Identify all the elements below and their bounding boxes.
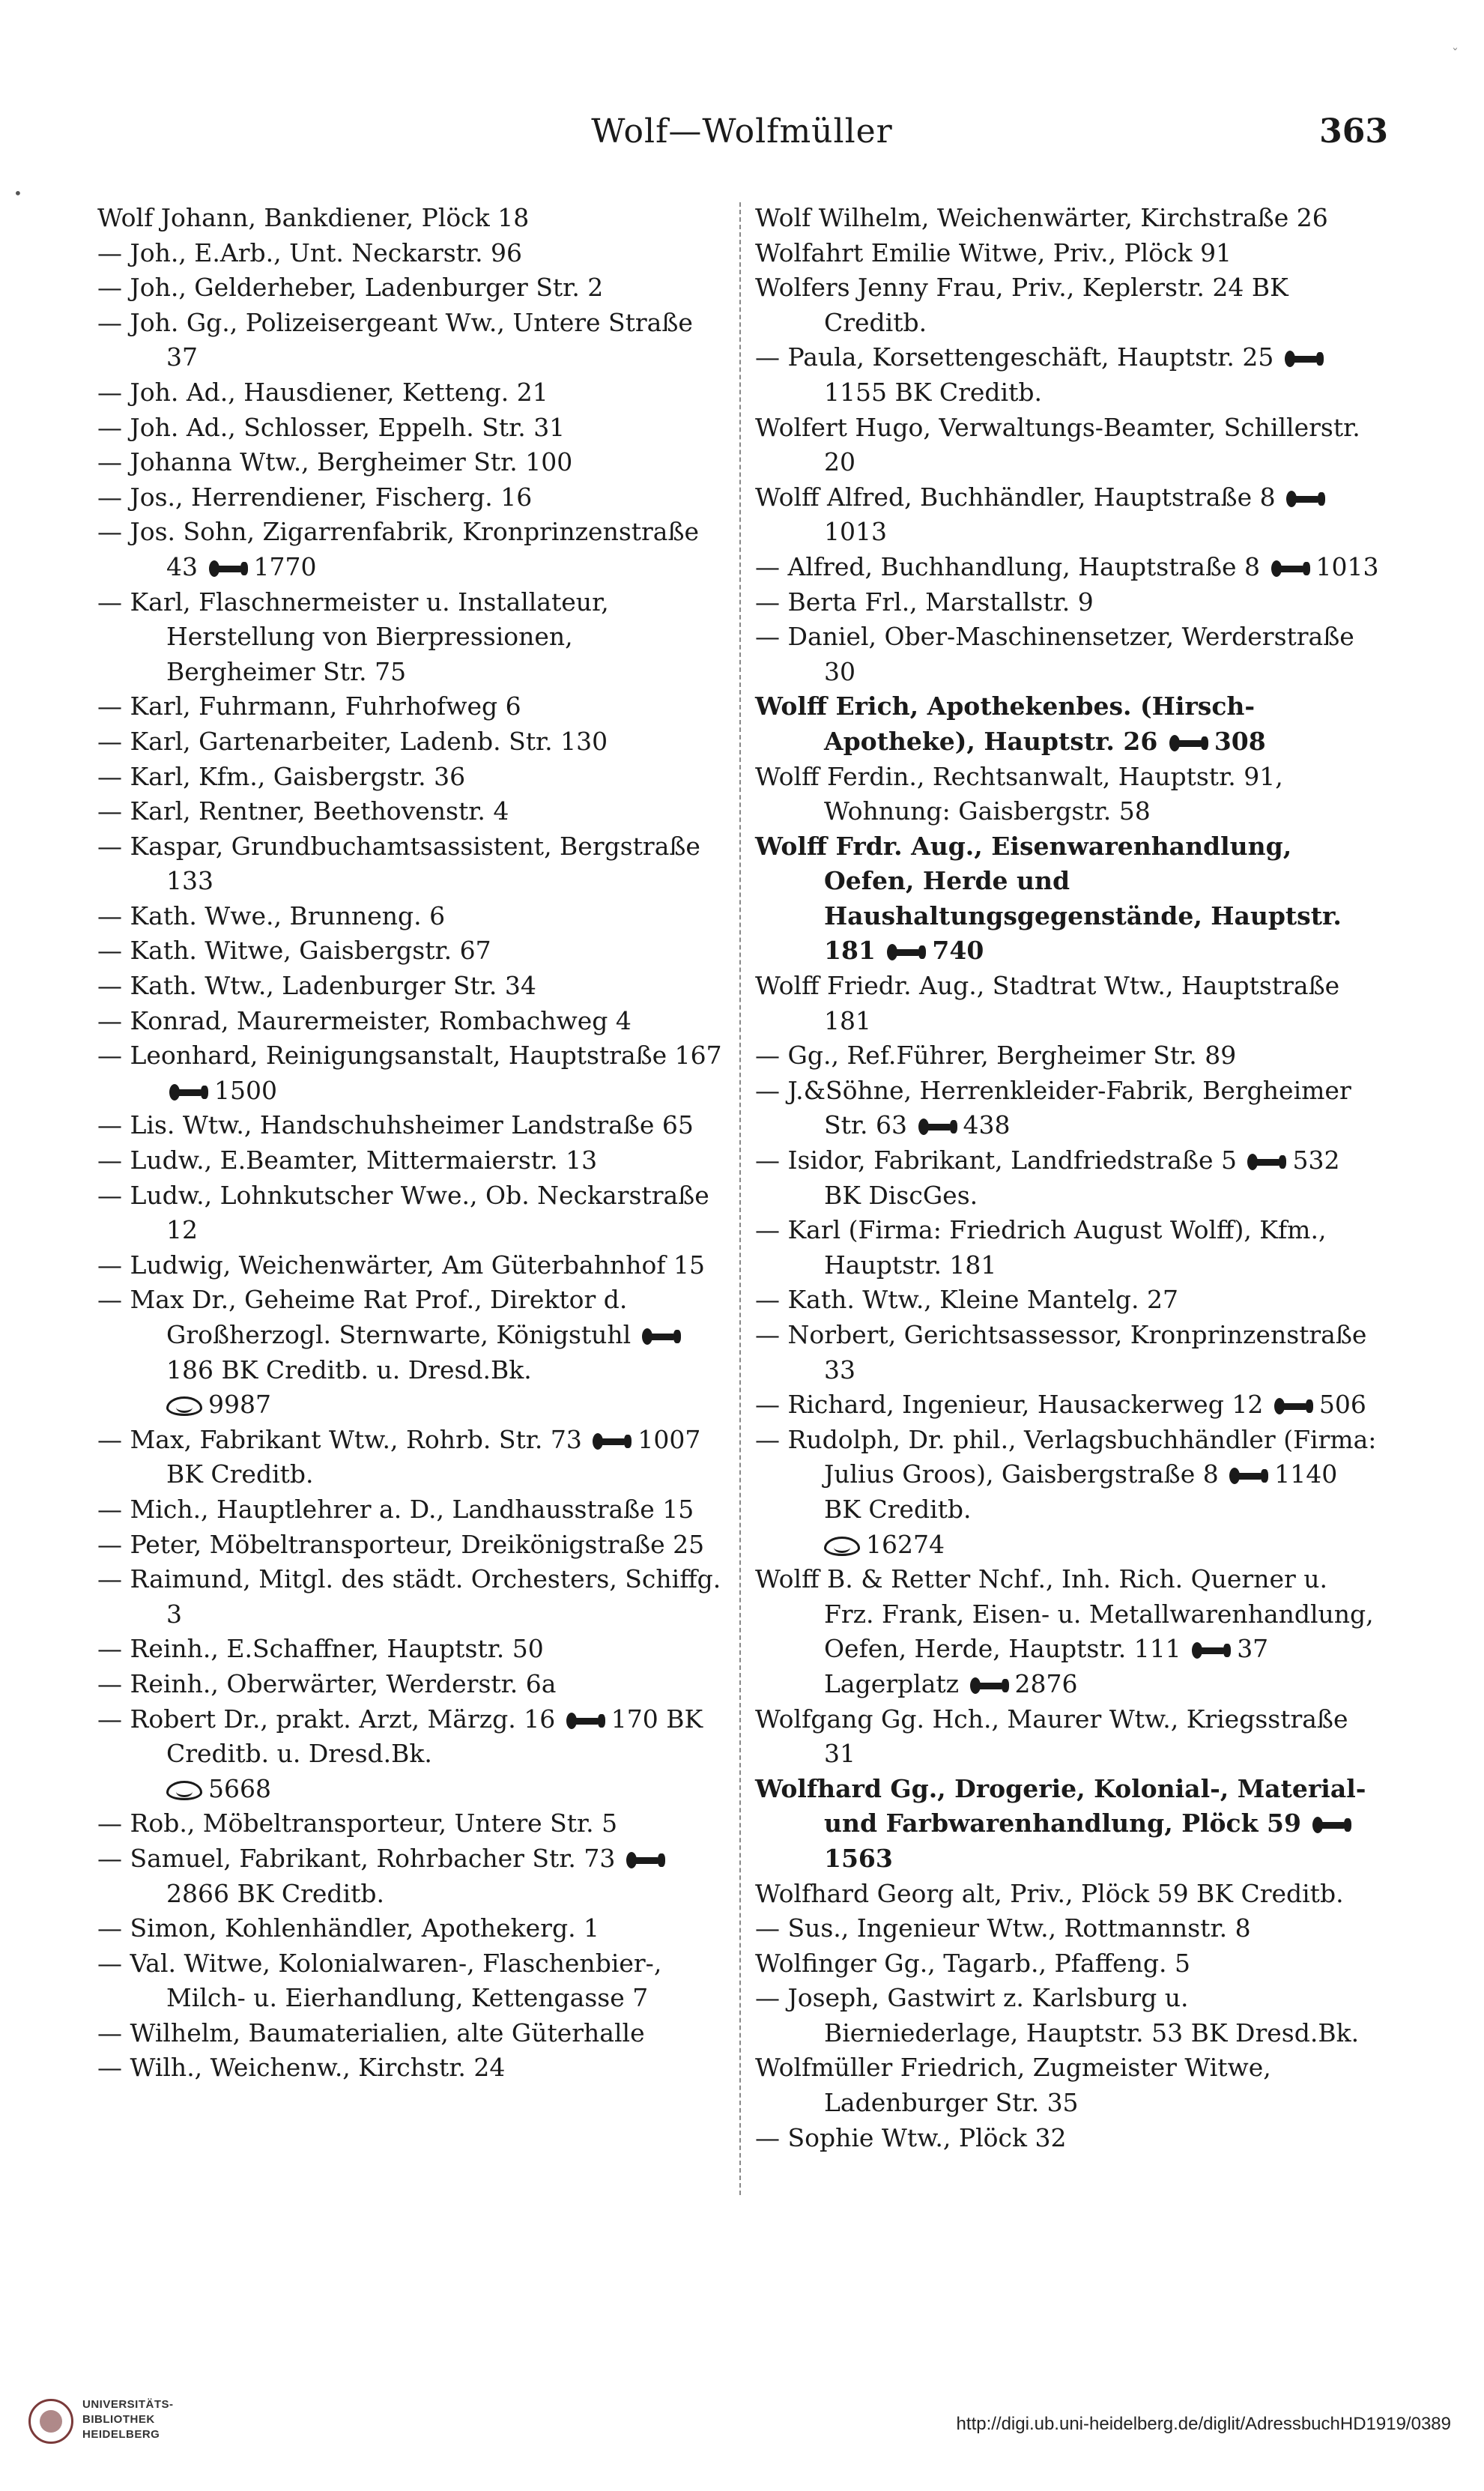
phone-number: 1563 <box>824 1843 893 1873</box>
entry-text: — Richard, Ingenieur, Hausackerweg 12 <box>755 1390 1264 1420</box>
library-logo-text <box>82 2397 232 2442</box>
entry-text: — Isidor, Fabrikant, Landfriedstraße 5 <box>755 1145 1237 1175</box>
directory-entry <box>755 1911 1381 1946</box>
entry-text: Wolfahrt Emilie Witwe, Priv., Plöck 91 <box>755 237 1232 267</box>
entry-text: — Simon, Kohlenhändler, Apothekerg. 1 <box>97 1913 600 1943</box>
directory-entry <box>755 550 1381 585</box>
directory-entry <box>755 411 1381 480</box>
directory-entry <box>97 236 725 271</box>
telephone-receiver-icon <box>970 1677 1009 1694</box>
entry-text: — Joseph, Gastwirt z. Karlsburg u. Bierniederlage, Hauptstr. 53 BK Dresd.Bk. <box>755 1983 1360 2047</box>
phone-number: 170 <box>611 1704 658 1734</box>
directory-entry <box>97 933 725 969</box>
entry-text: Wolfinger Gg., Tagarb., Pfaffeng. 5 <box>755 1948 1190 1978</box>
entry-text: — Joh. Ad., Hausdiener, Ketteng. 21 <box>97 377 548 407</box>
directory-entry <box>97 794 725 829</box>
telegraph-icon <box>824 1537 860 1556</box>
entry-text: — Ludw., E.Beamter, Mittermaierstr. 13 <box>97 1145 598 1175</box>
directory-entry <box>755 1772 1381 1877</box>
entry-suffix: BK Creditb. <box>237 1878 384 1908</box>
telephone-receiver-icon <box>1286 491 1325 507</box>
entry-text: — Kath. Wwe., Brunneng. 6 <box>97 901 446 930</box>
phone-number: 1770 <box>253 551 317 581</box>
directory-entry <box>755 1877 1381 1912</box>
entry-suffix: BK Creditb. <box>894 377 1042 407</box>
entry-text: — Berta Frl., Marstallstr. 9 <box>755 587 1094 617</box>
entry-text: — Joh. Gg., Polizeisergeant Ww., Untere Straße 37 <box>97 307 693 372</box>
telegram-number: 16274 <box>866 1529 945 1559</box>
entry-text: — Johanna Wtw., Bergheimer Str. 100 <box>97 447 573 477</box>
directory-entry <box>97 1806 725 1841</box>
telephone-receiver-icon <box>642 1328 681 1345</box>
telephone-receiver-icon <box>1247 1154 1286 1170</box>
directory-entry <box>97 1528 725 1563</box>
entry-text: Wolfers Jenny Frau, Priv., Keplerstr. 24 BK Creditb. <box>755 273 1288 337</box>
telephone-receiver-icon <box>918 1119 957 1135</box>
phone-number: 2866 <box>166 1878 229 1908</box>
entry-text: — Jos. Sohn, Zigarrenfabrik, Kronprinzenstraße 43 <box>97 517 700 581</box>
left-column <box>97 201 725 2086</box>
entry-text: — Konrad, Maurermeister, Rombachweg 4 <box>97 1005 632 1035</box>
directory-entry <box>97 899 725 934</box>
entry-text: — Norbert, Gerichtsassessor, Kronprinzenstraße 33 <box>755 1320 1367 1384</box>
entry-text: — Wilhelm, Baumaterialien, alte Güterhalle <box>97 2018 645 2047</box>
entry-text: — Kath. Wtw., Ladenburger Str. 34 <box>97 971 536 1001</box>
directory-entry <box>755 2050 1381 2120</box>
directory-entry <box>97 1283 725 1422</box>
directory-entry <box>97 829 725 899</box>
entry-text: — Wilh., Weichenw., Kirchstr. 24 <box>97 2053 506 2083</box>
directory-entry <box>97 1562 725 1632</box>
entry-suffix: BK DiscGes. <box>824 1180 978 1210</box>
entry-text: — Max Dr., Geheime Rat Prof., Direktor d. Großherzogl. Sternwarte, Königstuhl <box>97 1285 632 1349</box>
logo-line: BIBLIOTHEK <box>82 2413 155 2426</box>
entry-text: — Ludwig, Weichenwärter, Am Güterbahnhof 15 <box>97 1250 706 1280</box>
telegram-number: 5668 <box>208 1773 271 1803</box>
entry-text: Wolfhard Georg alt, Priv., Plöck 59 BK Creditb. <box>755 1878 1344 1908</box>
entry-text: — Daniel, Ober-Maschinensetzer, Werderstraße 30 <box>755 622 1354 686</box>
telephone-receiver-icon <box>1285 351 1324 367</box>
directory-entry <box>755 620 1381 689</box>
entry-text: — Paula, Korsettengeschäft, Hauptstr. 25 <box>755 342 1274 372</box>
logo-line: HEIDELBERG <box>82 2428 160 2441</box>
entry-text: — Kath. Wtw., Kleine Mantelg. 27 <box>755 1285 1179 1315</box>
directory-entry <box>755 1038 1381 1074</box>
entry-text: Wolf Johann, Bankdiener, Plöck 18 <box>97 203 530 232</box>
directory-entry <box>755 201 1381 236</box>
directory-entry <box>755 236 1381 271</box>
entry-text: Wolff Erich, Apothekenbes. (Hirsch-Apotheke), Hauptstr. 26 <box>755 691 1256 756</box>
directory-entry <box>755 689 1381 759</box>
logo-line: UNIVERSITÄTS- <box>82 2398 174 2411</box>
entry-text: — Kaspar, Grundbuchamtsassistent, Bergstraße 133 <box>97 831 700 896</box>
entry-text: — Sus., Ingenieur Wtw., Rottmannstr. 8 <box>755 1913 1251 1943</box>
directory-entry <box>755 1074 1381 1143</box>
entry-text: Wolff Frdr. Aug., Eisenwarenhandlung, Oefen, Herde und Haushaltungsgegenstände, Hauptstr. 181 <box>755 831 1342 966</box>
directory-entry <box>755 760 1381 829</box>
entry-text: — Kath. Witwe, Gaisbergstr. 67 <box>97 936 491 966</box>
entry-text: — Karl, Fuhrmann, Fuhrhofweg 6 <box>97 691 521 721</box>
entry-text: Wolfgang Gg. Hch., Maurer Wtw., Kriegsstraße 31 <box>755 1704 1348 1769</box>
entry-text: — Alfred, Buchhandlung, Hauptstraße 8 <box>755 551 1261 581</box>
entry-text: — Karl, Flaschnermeister u. Installateur, Herstellung von Bierpressionen, Bergheimer Str. 75 <box>97 587 609 686</box>
entry-text: — Rudolph, Dr. phil., Verlagsbuchhändler (Firma: Julius Groos), Gaisbergstraße 8 <box>755 1424 1377 1489</box>
directory-entry <box>97 1632 725 1667</box>
entry-suffix: Lagerplatz <box>824 1668 960 1698</box>
telephone-receiver-icon <box>593 1433 632 1450</box>
entry-text: Wolff Alfred, Buchhändler, Hauptstraße 8 <box>755 482 1276 512</box>
telephone-receiver-icon <box>1274 1398 1313 1414</box>
entry-text: — Leonhard, Reinigungsanstalt, Hauptstraße 167 <box>97 1041 722 1071</box>
phone-number: 1500 <box>214 1075 277 1105</box>
entry-text: — Jos., Herrendiener, Fischerg. 16 <box>97 482 533 512</box>
telegram-number: 9987 <box>208 1390 271 1420</box>
phone-number: 1140 <box>1274 1459 1338 1489</box>
telegraph-icon <box>166 1781 202 1800</box>
phone-number: 438 <box>963 1110 1011 1140</box>
directory-entry <box>97 969 725 1004</box>
phone-number: 186 <box>166 1355 213 1384</box>
entry-text: — Karl (Firma: Friedrich August Wolff), Kfm., Hauptstr. 181 <box>755 1215 1327 1280</box>
telephone-receiver-icon <box>1312 1817 1351 1833</box>
directory-entry <box>755 1981 1381 2050</box>
directory-entry <box>97 724 725 760</box>
library-logo <box>28 2394 201 2454</box>
directory-entry <box>97 201 725 236</box>
telephone-receiver-icon <box>1271 560 1310 577</box>
entry-text: — Lis. Wtw., Handschuhsheimer Landstraße 65 <box>97 1110 694 1140</box>
page-title: Wolf—Wolfmüller <box>591 112 893 151</box>
directory-entry <box>97 1038 725 1108</box>
entry-text: — Mich., Hauptlehrer a. D., Landhausstraße 15 <box>97 1494 694 1524</box>
directory-entry <box>97 1423 725 1492</box>
directory-entry <box>755 585 1381 620</box>
entry-text: Wolf Wilhelm, Weichenwärter, Kirchstraße 26 <box>755 203 1328 232</box>
directory-entry <box>755 1318 1381 1387</box>
phone-number: 506 <box>1318 1390 1366 1420</box>
phone-number: 1155 <box>824 377 887 407</box>
directory-entry <box>755 1213 1381 1283</box>
entry-text: — Robert Dr., prakt. Arzt, Märzg. 16 <box>97 1704 556 1734</box>
directory-entry <box>755 270 1381 340</box>
page-number: 363 <box>1319 112 1388 151</box>
telephone-receiver-icon <box>209 560 248 577</box>
directory-entry <box>97 1143 725 1178</box>
entry-suffix: BK Creditb. <box>166 1459 314 1489</box>
directory-entry <box>97 1004 725 1039</box>
directory-entry <box>755 340 1381 410</box>
entry-text: — Peter, Möbeltransporteur, Dreikönigstraße 25 <box>97 1529 705 1559</box>
right-column <box>755 201 1381 2155</box>
entry-text: — Joh. Ad., Schlosser, Eppelh. Str. 31 <box>97 412 566 442</box>
directory-entry <box>755 1946 1381 1982</box>
entry-text: — Karl, Rentner, Beethovenstr. 4 <box>97 796 509 826</box>
directory-entry <box>97 2016 725 2051</box>
entry-text: Wolff Ferdin., Rechtsanwalt, Hauptstr. 91, Wohnung: Gaisbergstr. 58 <box>755 761 1283 826</box>
directory-entry <box>97 585 725 690</box>
telephone-receiver-icon <box>887 944 926 960</box>
telephone-receiver-icon <box>1169 735 1208 751</box>
entry-suffix: BK Creditb. <box>824 1494 972 1524</box>
phone-number: 532 <box>1292 1145 1340 1175</box>
library-seal-icon <box>28 2399 73 2444</box>
entry-text: — Karl, Kfm., Gaisbergstr. 36 <box>97 761 466 791</box>
directory-entry <box>97 1911 725 1946</box>
directory-entry <box>97 689 725 724</box>
telephone-receiver-icon <box>169 1084 208 1101</box>
directory-entry <box>97 411 725 446</box>
phone-number: 1007 <box>637 1424 701 1454</box>
entry-text: — Raimund, Mitgl. des städt. Orchesters, Schiffg. 3 <box>97 1564 721 1629</box>
directory-entry <box>755 1423 1381 1562</box>
directory-entry <box>97 445 725 480</box>
phone-number: 1013 <box>1315 551 1379 581</box>
entry-text: Wolff Friedr. Aug., Stadtrat Wtw., Hauptstraße 181 <box>755 971 1340 1035</box>
entry-text: — Samuel, Fabrikant, Rohrbacher Str. 73 <box>97 1843 616 1873</box>
directory-entry <box>97 1178 725 1248</box>
entry-text: Wolfert Hugo, Verwaltungs-Beamter, Schillerstr. 20 <box>755 412 1360 477</box>
directory-entry <box>97 480 725 515</box>
directory-entry <box>97 2050 725 2086</box>
directory-entry <box>97 1702 725 1807</box>
directory-entry <box>97 306 725 375</box>
directory-entry <box>755 1562 1381 1701</box>
entry-text: — J.&Söhne, Herrenkleider-Fabrik, Bergheimer Str. 63 <box>755 1075 1351 1140</box>
phone-number: 308 <box>1214 726 1266 756</box>
entry-text: — Val. Witwe, Kolonialwaren-, Flaschenbier-, Milch- u. Eierhandlung, Kettengasse 7 <box>97 1948 662 2013</box>
column-divider <box>739 202 741 2195</box>
directory-entry <box>755 1387 1381 1423</box>
entry-text: — Karl, Gartenarbeiter, Ladenb. Str. 130 <box>97 726 608 756</box>
corner-mark: ˇ <box>1452 46 1459 62</box>
phone-number: 37 <box>1237 1634 1269 1664</box>
entry-text: Wolff B. & Retter Nchf., Inh. Rich. Querner u. Frz. Frank, Eisen- u. Metallwarenhandlung, Oefen, Herde, Hauptstr. 111 <box>755 1564 1374 1664</box>
telephone-receiver-icon <box>1229 1468 1268 1484</box>
entry-text: Wolfmüller Friedrich, Zugmeister Witwe, Ladenburger Str. 35 <box>755 2053 1271 2118</box>
entry-text: — Reinh., E.Schaffner, Hauptstr. 50 <box>97 1634 544 1664</box>
entry-text: — Joh., Gelderheber, Ladenburger Str. 2 <box>97 273 604 303</box>
telephone-receiver-icon <box>1192 1642 1231 1659</box>
telegraph-icon <box>166 1396 202 1416</box>
source-url[interactable]: http://digi.ub.uni-heidelberg.de/diglit/AdressbuchHD1919/0389 <box>956 2414 1451 2434</box>
entry-text: — Joh., E.Arb., Unt. Neckarstr. 96 <box>97 237 523 267</box>
entry-text: — Gg., Ref.Führer, Bergheimer Str. 89 <box>755 1041 1237 1071</box>
phone-number: 740 <box>932 936 984 966</box>
phone-number: 2876 <box>1014 1668 1078 1698</box>
phone-number: 1013 <box>824 517 887 547</box>
directory-entry <box>755 1143 1381 1213</box>
page-header <box>0 105 1484 157</box>
directory-entry <box>97 760 725 795</box>
edge-dot: • <box>13 184 22 202</box>
entry-text: — Rob., Möbeltransporteur, Untere Str. 5 <box>97 1809 618 1838</box>
entry-text: — Sophie Wtw., Plöck 32 <box>755 2122 1067 2152</box>
entry-text: — Reinh., Oberwärter, Werderstr. 6a <box>97 1668 557 1698</box>
entry-text: — Max, Fabrikant Wtw., Rohrb. Str. 73 <box>97 1424 582 1454</box>
directory-entry <box>97 270 725 306</box>
directory-entry <box>97 1667 725 1702</box>
entry-suffix: BK Creditb. u. Dresd.Bk. <box>221 1355 532 1384</box>
directory-entry <box>755 829 1381 969</box>
directory-entry <box>97 1492 725 1528</box>
directory-entry <box>755 2121 1381 2156</box>
directory-entry <box>97 1946 725 2016</box>
directory-entry <box>97 1248 725 1283</box>
directory-entry <box>755 1283 1381 1318</box>
directory-entry <box>755 969 1381 1038</box>
entry-text: Wolfhard Gg., Drogerie, Kolonial-, Material- und Farbwarenhandlung, Plöck 59 <box>755 1773 1366 1838</box>
telephone-receiver-icon <box>566 1713 605 1729</box>
directory-entry <box>97 1841 725 1911</box>
telephone-receiver-icon <box>626 1852 665 1868</box>
directory-entry <box>755 1702 1381 1772</box>
directory-entry <box>97 1108 725 1143</box>
directory-entry <box>755 480 1381 550</box>
directory-entry <box>97 375 725 411</box>
entry-text: — Ludw., Lohnkutscher Wwe., Ob. Neckarstraße 12 <box>97 1180 709 1245</box>
directory-entry <box>97 515 725 584</box>
entry-suffix: BK Creditb. u. Dresd.Bk. <box>166 1704 703 1769</box>
